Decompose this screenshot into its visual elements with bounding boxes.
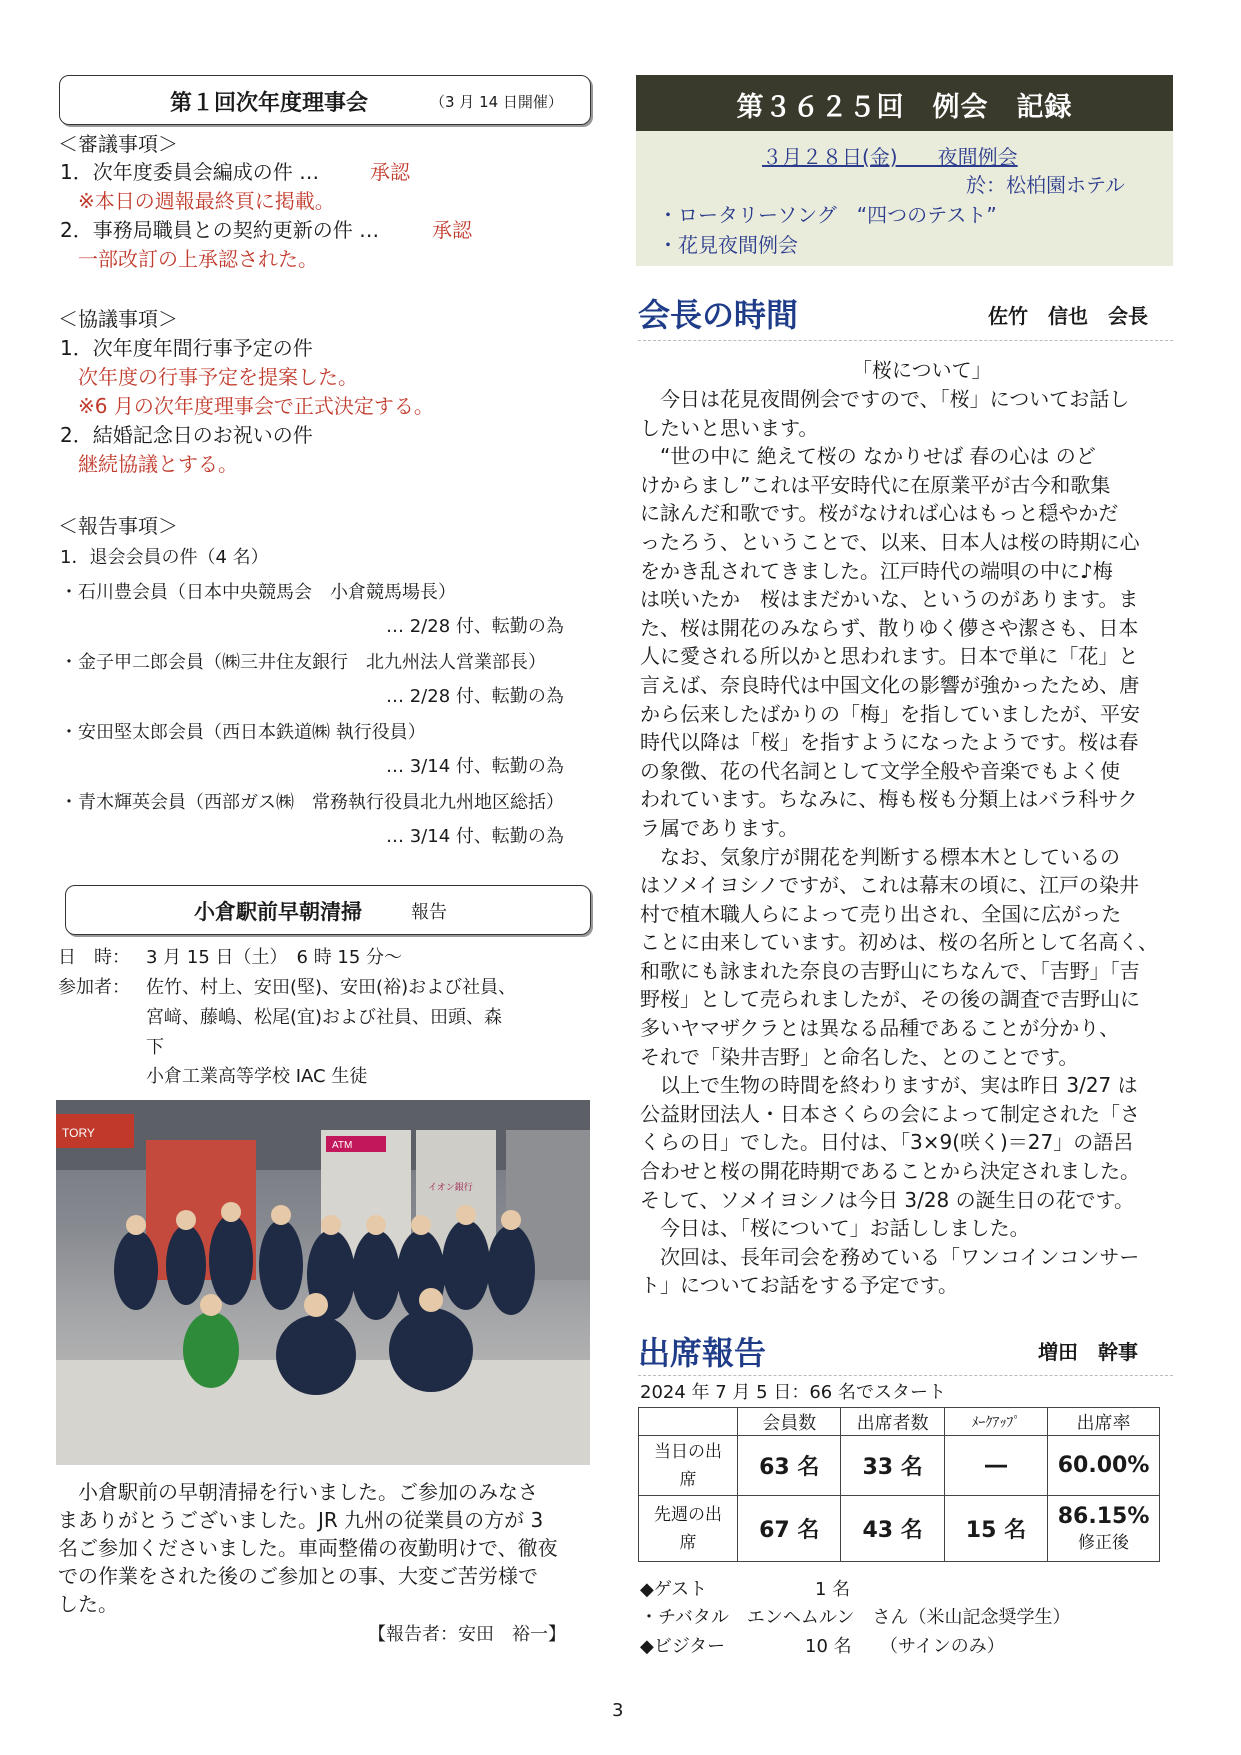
speech-line: ラ属であります。 [640, 815, 799, 840]
table-cell [1048, 1496, 1160, 1562]
discussion-item-2-note: 継続協議とする。 [78, 452, 238, 476]
meeting-venue: 於：松柏園ホテル [966, 173, 1125, 197]
resigning-member-4: ・青木輝英会員（西部ガス㈱ 常務執行役員北九州地区総括） [60, 792, 564, 813]
table-cell: 15 名 [944, 1496, 1047, 1562]
guest-name: ・チバタル エンヘムルン さん（米山記念奨学生） [640, 1607, 1071, 1628]
visitor-note: （サインのみ） [880, 1636, 1005, 1657]
deliberation-item-1-note: ※本日の週報最終頁に掲載。 [78, 189, 335, 213]
table-cell: ― [944, 1436, 1047, 1496]
speech-line: 次回は、長年司会を務めている「ワンコインコンサー [640, 1244, 1140, 1269]
visitor-label: ◆ビジター [640, 1636, 726, 1657]
cleanup-participants-line-2: 宮﨑、藤嶋、松尾(宜)および社員、田頭、森 [146, 1007, 503, 1028]
speech-line: 野桜」として売られましたが、その後の調査で吉野山に [640, 987, 1140, 1012]
speech-line: に詠んだ和歌です。桜がなければ心はもっと穏やかだ [640, 501, 1119, 526]
atm-sign: ATM [332, 1140, 353, 1151]
row-label: 当日の出席 [639, 1436, 738, 1496]
cleanup-title: 小倉駅前早朝清掃 [194, 900, 362, 924]
discussion-item-1: 1．次年度年間行事予定の件 [60, 336, 313, 360]
cleanup-body-line-4: での作業をされた後のご参加との事、大変ご苦労様で [58, 1564, 538, 1588]
report-item-1: 1．退会会員の件（4 名） [60, 547, 269, 568]
table-header-cell: 出席率 [1048, 1408, 1160, 1436]
discussion-item-1-note-2: ※6 月の次年度理事会で正式決定する。 [78, 394, 434, 418]
resigning-member-3: ・安田堅太郎会員（西日本鉄道㈱ 執行役員） [60, 722, 426, 743]
cleanup-header [65, 885, 591, 935]
table-row [639, 1496, 1160, 1562]
row-label: 先週の出席 [639, 1496, 738, 1562]
table-cell: 63 名 [738, 1436, 841, 1496]
meeting-title: 第３６２５回 例会 記録 [736, 92, 1073, 123]
speech-line: そして、ソメイヨシノは今日 3/28 の誕生日の花です。 [640, 1187, 1135, 1212]
cleanup-participants-line-3: 下 [146, 1037, 164, 1058]
speech-line: 時代以降は「桜」を指すようになったようです。桜は春 [640, 730, 1139, 755]
table-header-cell: 出席者数 [841, 1408, 944, 1436]
president-topic: 「桜について」 [852, 358, 992, 382]
resigning-member-2: ・金子甲二郎会員（㈱三井住友銀行 北九州法人営業部長） [60, 652, 546, 673]
table-cell: 33 名 [841, 1436, 944, 1496]
president-speaker: 佐竹 信也 会長 [988, 304, 1148, 328]
deliberation-item-1: 1．次年度委員会編成の件 … [60, 160, 320, 184]
cleanup-body-line-3: 名ご参加くださいました。車両整備の夜勤明けで、徹夜 [58, 1536, 558, 1560]
attendance-section-title: 出席報告 [638, 1334, 767, 1372]
table-header-cell: 会員数 [738, 1408, 841, 1436]
group-photo-illustration [56, 1100, 590, 1465]
meeting-event: ・花見夜間例会 [658, 233, 798, 257]
table-cell: 67 名 [738, 1496, 841, 1562]
discussion-item-1-note-1: 次年度の行事予定を提案した。 [78, 365, 358, 389]
attendance-start: 2024 年 7 月 5 日：66 名でスタート [640, 1382, 946, 1403]
speech-line: 多いヤマザクラとは異なる品種であることが分かり、 [640, 1016, 1120, 1041]
report-header: ＜報告事項＞ [58, 514, 178, 538]
cleanup-participants-line-1: 佐竹、村上、安田(堅)、安田(裕)および社員、 [146, 977, 517, 998]
resigning-member-1-detail: … 2/28 付、転勤の為 [386, 616, 564, 637]
station-sign-text: TORY [62, 1126, 95, 1140]
speech-line: た、桜は開花のみならず、散りゆく儚さや潔さも、日本 [640, 615, 1139, 640]
deliberation-header: ＜審議事項＞ [58, 132, 178, 156]
section-rule [638, 340, 1173, 341]
attendance-table [638, 1407, 1160, 1562]
president-section-title: 会長の時間 [638, 296, 799, 334]
cleanup-body-line-1: 小倉駅前の早朝清掃を行いました。ご参加のみなさ [78, 1480, 538, 1504]
speech-line: ト」についてお話をする予定です。 [640, 1273, 958, 1298]
attendance-reporter: 増田 幹事 [1038, 1340, 1138, 1364]
speech-line: われています。ちなみに、梅も桜も分類上はバラ科サク [640, 787, 1138, 812]
meeting-song: ・ロータリーソング “四つのテスト” [658, 203, 997, 227]
page-number: 3 [612, 1700, 624, 1721]
bank-sign: イオン銀行 [428, 1182, 473, 1192]
discussion-item-2: 2．結婚記念日のお祝いの件 [60, 423, 313, 447]
speech-line: 和歌にも詠まれた奈良の吉野山にちなんで、「吉野」「吉 [640, 958, 1140, 983]
cleanup-body-line-2: まありがとうございました。JR 九州の従業員の方が 3 [58, 1508, 544, 1532]
resigning-member-3-detail: … 3/14 付、転勤の為 [386, 756, 564, 777]
guest-count: 1 名 [815, 1579, 851, 1600]
table-row [639, 1408, 1160, 1436]
speech-line: けからまし”これは平安時代に在原業平が古今和歌集 [640, 472, 1111, 497]
green-jacket [183, 1312, 239, 1388]
meeting-title-bar [636, 75, 1173, 131]
table-cell: 60.00% [1048, 1436, 1160, 1496]
resigning-member-1: ・石川豊会員（日本中央競馬会 小倉競馬場長） [60, 582, 456, 603]
speech-line: の象徴、花の代名詞として文学全般や音楽でもよく使 [640, 758, 1120, 783]
group-photo [56, 1100, 590, 1465]
speech-line: をかき乱されてきました。江戸時代の端唄の中に♪梅 [640, 558, 1113, 583]
speech-line: 言えば、奈良時代は中国文化の影響が強かったため、唐 [640, 672, 1140, 697]
resigning-member-2-detail: … 2/28 付、転勤の為 [386, 686, 564, 707]
speech-line: くらの日」でした。日付は、「3×9(咲く)＝27」の語呂 [640, 1130, 1134, 1155]
cleanup-participants-line-4: 小倉工業高等学校 IAC 生徒 [146, 1066, 368, 1087]
cleanup-datetime-value: 3 月 15 日（土） 6 時 15 分～ [146, 947, 403, 968]
speech-line: 今日は、「桜について」お話ししました。 [640, 1216, 1030, 1241]
speech-line: 以上で生物の時間を終わりますが、実は昨日 3/27 は [640, 1073, 1138, 1098]
speech-line: 今日は花見夜間例会ですので、「桜」についてお話し [640, 387, 1130, 411]
speech-line: 公益財団法人・日本さくらの会によって制定された「さ [640, 1101, 1140, 1126]
meeting-date: ３月２８日(金) 夜間例会 [762, 145, 1018, 169]
table-cell: 43 名 [841, 1496, 944, 1562]
table-row [639, 1436, 1160, 1496]
cleanup-body-line-5: した。 [58, 1592, 118, 1616]
speech-line: ことに由来しています。初めは、桜の名所として名高く、 [640, 930, 1158, 955]
deliberation-item-2-note: 一部改訂の上承認された。 [78, 247, 318, 271]
board-meeting-title: 第１回次年度理事会 [170, 91, 369, 116]
speech-line: はソメイヨシノですが、これは幕末の頃に、江戸の染井 [640, 873, 1139, 898]
board-meeting-date: （3 月 14 日開催） [430, 93, 563, 111]
deliberation-item-2-result: 承認 [432, 218, 472, 242]
deliberation-item-2: 2．事務局職員との契約更新の件 … [60, 218, 380, 242]
speech-line: なお、気象庁が開花を判断する標本木としているの [640, 844, 1120, 869]
speech-line: “世の中に 絶えて桜の なかりせば 春の心は のど [640, 444, 1096, 469]
cleanup-datetime-label: 日 時： [58, 947, 130, 968]
speech-line: 人に愛される所以かと思われます。日本で単に「花」と [640, 644, 1139, 669]
speech-line: それで「染井吉野」と命名した、とのことです。 [640, 1044, 1079, 1069]
board-meeting-header [59, 75, 591, 125]
guest-label: ◆ゲスト [640, 1579, 708, 1600]
meeting-info-box [636, 131, 1173, 266]
president-speech [640, 385, 1158, 1300]
speech-line: は咲いたか 桜はまだかいな、というのがあります。ま [640, 587, 1139, 612]
speech-line: したいと思います。 [640, 415, 819, 440]
table-header-cell: ﾒｰｸｱｯﾌﾟ [944, 1408, 1047, 1436]
visitor-count: 10 名 [805, 1636, 852, 1657]
speech-line: 村で植木職人らによって売り出され、全国に広がった [640, 901, 1122, 926]
speech-line: 合わせと桜の開花時期であることから決定されました。 [640, 1159, 1140, 1184]
cleanup-participants-label: 参加者： [58, 977, 130, 998]
speech-line: ったろう、ということで、以来、日本人は桜の時期に心 [640, 529, 1140, 554]
cleanup-reporter: 【報告者：安田 裕一】 [368, 1624, 566, 1645]
resigning-member-4-detail: … 3/14 付、転勤の為 [386, 826, 564, 847]
speech-line: から伝来したばかりの「梅」を指していましたが、平安 [640, 701, 1140, 726]
attendance-rate-last-week: 86.15% [1057, 1503, 1150, 1529]
section-rule [638, 1375, 1173, 1376]
cleanup-subtitle: 報告 [411, 902, 447, 923]
deliberation-item-1-result: 承認 [370, 160, 410, 184]
discussion-header: ＜協議事項＞ [58, 307, 178, 331]
attendance-rate-note: 修正後 [1078, 1532, 1130, 1553]
table-header-cell [639, 1408, 738, 1436]
